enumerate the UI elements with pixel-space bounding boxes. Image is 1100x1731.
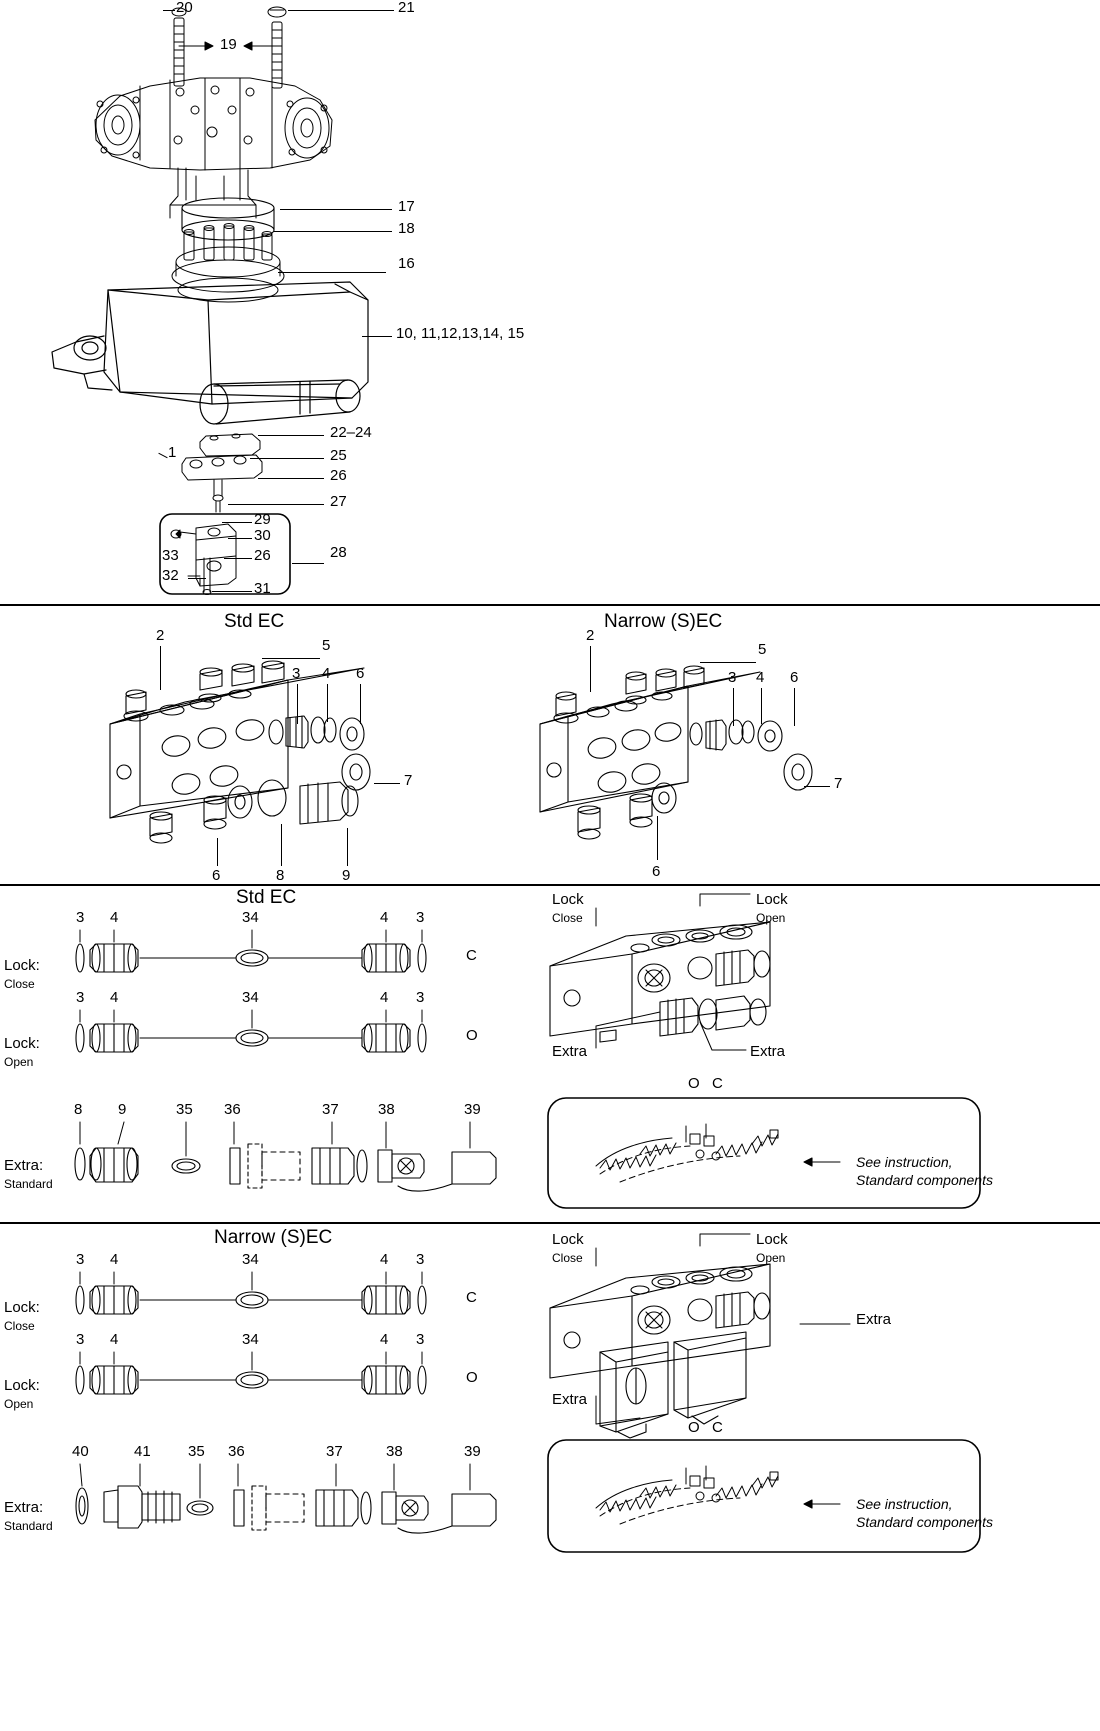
leader-32 bbox=[188, 578, 206, 579]
callout-32: 32 bbox=[162, 567, 179, 584]
leader-l4 bbox=[327, 684, 328, 722]
callout-25: 25 bbox=[330, 447, 347, 464]
std-extra-right-label: Extra bbox=[750, 1043, 786, 1060]
leader-10-15 bbox=[362, 336, 392, 337]
narrow-sec-panel bbox=[0, 1224, 1100, 1731]
std-instr-note-1: See instruction, bbox=[856, 1154, 953, 1170]
leader-17 bbox=[280, 209, 392, 210]
manifold-left-callout-9: 9 bbox=[342, 867, 351, 884]
manifold-left-callout-4: 4 bbox=[322, 665, 331, 682]
narrow-extra-part-36: 36 bbox=[228, 1443, 245, 1460]
narrow-row1-sublabel: Close bbox=[4, 1319, 35, 1333]
callout-20: 20 bbox=[176, 0, 193, 16]
std-row1-part-4-right: 4 bbox=[380, 909, 389, 926]
std-row1-label: Lock: bbox=[4, 957, 40, 974]
callout-21: 21 bbox=[398, 0, 415, 16]
narrow-row2-part-4-right: 4 bbox=[380, 1331, 389, 1348]
narrow-row1-part-3-left: 3 bbox=[76, 1251, 85, 1268]
std-row1-part-3-right: 3 bbox=[416, 909, 425, 926]
narrow-lock-open-sub: Open bbox=[756, 1251, 786, 1265]
manifold-right-callout-6b: 6 bbox=[652, 863, 661, 880]
callout-17: 17 bbox=[398, 198, 415, 215]
narrow-extra-sublabel: Standard bbox=[4, 1519, 53, 1533]
leader-31 bbox=[212, 591, 252, 592]
std-row1-end-letter: C bbox=[466, 947, 477, 964]
leader-28 bbox=[292, 563, 324, 564]
callout-1: 1 bbox=[168, 444, 177, 461]
std-row2-part-4-left: 4 bbox=[110, 989, 119, 1006]
narrow-extra-part-35: 35 bbox=[188, 1443, 205, 1460]
callout-26b: 26 bbox=[254, 547, 271, 564]
narrow-row1-end-letter: C bbox=[466, 1289, 477, 1306]
leader-r2 bbox=[590, 646, 591, 692]
leader-l8 bbox=[281, 824, 282, 866]
manifold-right-callout-3: 3 bbox=[728, 669, 737, 686]
std-row1-sublabel: Close bbox=[4, 977, 35, 991]
narrow-row1-part-4-left: 4 bbox=[110, 1251, 119, 1268]
callout-16: 16 bbox=[398, 255, 415, 272]
std-instr-letter-O: O bbox=[688, 1075, 700, 1092]
narrow-extra-part-37: 37 bbox=[326, 1443, 343, 1460]
narrow-lock-close-sub: Close bbox=[552, 1251, 583, 1265]
narrow-extra-part-38: 38 bbox=[386, 1443, 403, 1460]
narrow-sec-drawing bbox=[0, 1224, 1100, 1731]
leader-16 bbox=[278, 272, 386, 273]
manifolds-panel bbox=[0, 606, 1100, 884]
callout-29: 29 bbox=[254, 511, 271, 528]
leader-22-24 bbox=[258, 435, 324, 436]
narrow-extra-part-41: 41 bbox=[134, 1443, 151, 1460]
leader-r5 bbox=[700, 662, 756, 663]
std-instr-note-2: Standard components bbox=[856, 1172, 993, 1188]
leader-l5 bbox=[262, 658, 320, 659]
narrow-extra-part-40: 40 bbox=[72, 1443, 89, 1460]
std-extra-sublabel: Standard bbox=[4, 1177, 53, 1191]
narrow-row1-part-34: 34 bbox=[242, 1251, 259, 1268]
manifold-right-callout-5: 5 bbox=[758, 641, 767, 658]
callout-18: 18 bbox=[398, 220, 415, 237]
narrow-extra-right-label: Extra bbox=[856, 1311, 892, 1328]
callout-27: 27 bbox=[330, 493, 347, 510]
callout-28: 28 bbox=[330, 544, 347, 561]
std-instr-letter-C: C bbox=[712, 1075, 723, 1092]
top-assembly-drawing bbox=[0, 0, 1100, 604]
leader-l6b bbox=[217, 838, 218, 866]
std-extra-part-39: 39 bbox=[464, 1101, 481, 1118]
narrow-instr-letter-O: O bbox=[688, 1419, 700, 1436]
std-row2-part-3-right: 3 bbox=[416, 989, 425, 1006]
leader-r6b bbox=[657, 816, 658, 860]
leader-18 bbox=[274, 231, 392, 232]
std-ec-title: Std EC bbox=[236, 887, 297, 908]
leader-26 bbox=[258, 478, 324, 479]
manifold-right-callout-7: 7 bbox=[834, 775, 843, 792]
leader-l3 bbox=[297, 684, 298, 724]
manifold-right-title: Narrow (S)EC bbox=[604, 611, 723, 632]
narrow-row1-part-3-right: 3 bbox=[416, 1251, 425, 1268]
callout-30: 30 bbox=[254, 527, 271, 544]
std-lock-open-label: Lock bbox=[756, 891, 788, 908]
manifold-left-callout-2: 2 bbox=[156, 627, 165, 644]
manifold-right-callout-4: 4 bbox=[756, 669, 765, 686]
std-row1-part-4-left: 4 bbox=[110, 909, 119, 926]
std-extra-part-37: 37 bbox=[322, 1101, 339, 1118]
leader-30 bbox=[228, 538, 252, 539]
callout-19: 19 bbox=[220, 36, 237, 53]
std-extra-part-9: 9 bbox=[118, 1101, 127, 1118]
narrow-instr-letter-C: C bbox=[712, 1419, 723, 1436]
leader-l6 bbox=[360, 684, 361, 724]
std-lock-close-label: Lock bbox=[552, 891, 584, 908]
std-row1-part-3-left: 3 bbox=[76, 909, 85, 926]
narrow-row1-label: Lock: bbox=[4, 1299, 40, 1316]
leader-l7 bbox=[374, 783, 400, 784]
narrow-lock-close-label: Lock bbox=[552, 1231, 584, 1248]
std-row2-label: Lock: bbox=[4, 1035, 40, 1052]
top-assembly-panel bbox=[0, 0, 1100, 604]
narrow-extra-left-label: Extra bbox=[552, 1391, 588, 1408]
manifold-left-callout-5: 5 bbox=[322, 637, 331, 654]
callout-10-15: 10, 11,12,13,14, 15 bbox=[396, 325, 525, 342]
std-extra-part-38: 38 bbox=[378, 1101, 395, 1118]
narrow-row2-part-4-left: 4 bbox=[110, 1331, 119, 1348]
manifold-right-callout-6: 6 bbox=[790, 669, 799, 686]
std-extra-part-8: 8 bbox=[74, 1101, 83, 1118]
leader-29 bbox=[222, 522, 252, 523]
narrow-row1-part-4-right: 4 bbox=[380, 1251, 389, 1268]
leader-r7 bbox=[804, 786, 830, 787]
narrow-row2-part-3-left: 3 bbox=[76, 1331, 85, 1348]
manifolds-drawing bbox=[0, 606, 1100, 884]
leader-27 bbox=[228, 504, 324, 505]
std-extra-part-36: 36 bbox=[224, 1101, 241, 1118]
manifold-left-callout-7: 7 bbox=[404, 772, 413, 789]
std-lock-open-sub: Open bbox=[756, 911, 786, 925]
callout-26: 26 bbox=[330, 467, 347, 484]
narrow-row2-end-letter: O bbox=[466, 1369, 478, 1386]
narrow-row2-sublabel: Open bbox=[4, 1397, 34, 1411]
std-ec-panel bbox=[0, 886, 1100, 1222]
leader-r4 bbox=[761, 688, 762, 724]
callout-33: 33 bbox=[162, 547, 179, 564]
narrow-instr-note-2: Standard components bbox=[856, 1514, 993, 1530]
std-row2-sublabel: Open bbox=[4, 1055, 34, 1069]
std-row1-part-34: 34 bbox=[242, 909, 259, 926]
std-lock-close-sub: Close bbox=[552, 911, 583, 925]
leader-l9 bbox=[347, 828, 348, 866]
manifold-left-callout-3: 3 bbox=[292, 665, 301, 682]
std-extra-label: Extra: bbox=[4, 1157, 44, 1174]
std-row2-part-4-right: 4 bbox=[380, 989, 389, 1006]
manifold-left-callout-6: 6 bbox=[356, 665, 365, 682]
leader-r6 bbox=[794, 688, 795, 726]
manifold-left-callout-6b: 6 bbox=[212, 867, 221, 884]
narrow-lock-open-label: Lock bbox=[756, 1231, 788, 1248]
std-extra-part-35: 35 bbox=[176, 1101, 193, 1118]
narrow-extra-label: Extra: bbox=[4, 1499, 44, 1516]
manifold-left-callout-8: 8 bbox=[276, 867, 285, 884]
narrow-row2-label: Lock: bbox=[4, 1377, 40, 1394]
leader-21 bbox=[288, 10, 394, 11]
narrow-extra-part-39: 39 bbox=[464, 1443, 481, 1460]
leader-r3 bbox=[733, 688, 734, 726]
narrow-row2-part-3-right: 3 bbox=[416, 1331, 425, 1348]
narrow-instr-note-1: See instruction, bbox=[856, 1496, 953, 1512]
std-extra-left-label: Extra bbox=[552, 1043, 588, 1060]
std-row2-end-letter: O bbox=[466, 1027, 478, 1044]
std-row2-part-3-left: 3 bbox=[76, 989, 85, 1006]
leader-25 bbox=[250, 458, 324, 459]
manifold-right-callout-2: 2 bbox=[586, 627, 595, 644]
manifold-left-title: Std EC bbox=[224, 611, 285, 632]
callout-22-24: 22–24 bbox=[330, 424, 372, 441]
narrow-sec-title: Narrow (S)EC bbox=[214, 1227, 333, 1248]
narrow-row2-part-34: 34 bbox=[242, 1331, 259, 1348]
leader-26b bbox=[224, 558, 252, 559]
leader-l2 bbox=[160, 646, 161, 690]
callout-31: 31 bbox=[254, 580, 271, 597]
std-row2-part-34: 34 bbox=[242, 989, 259, 1006]
leader-20 bbox=[163, 10, 175, 11]
